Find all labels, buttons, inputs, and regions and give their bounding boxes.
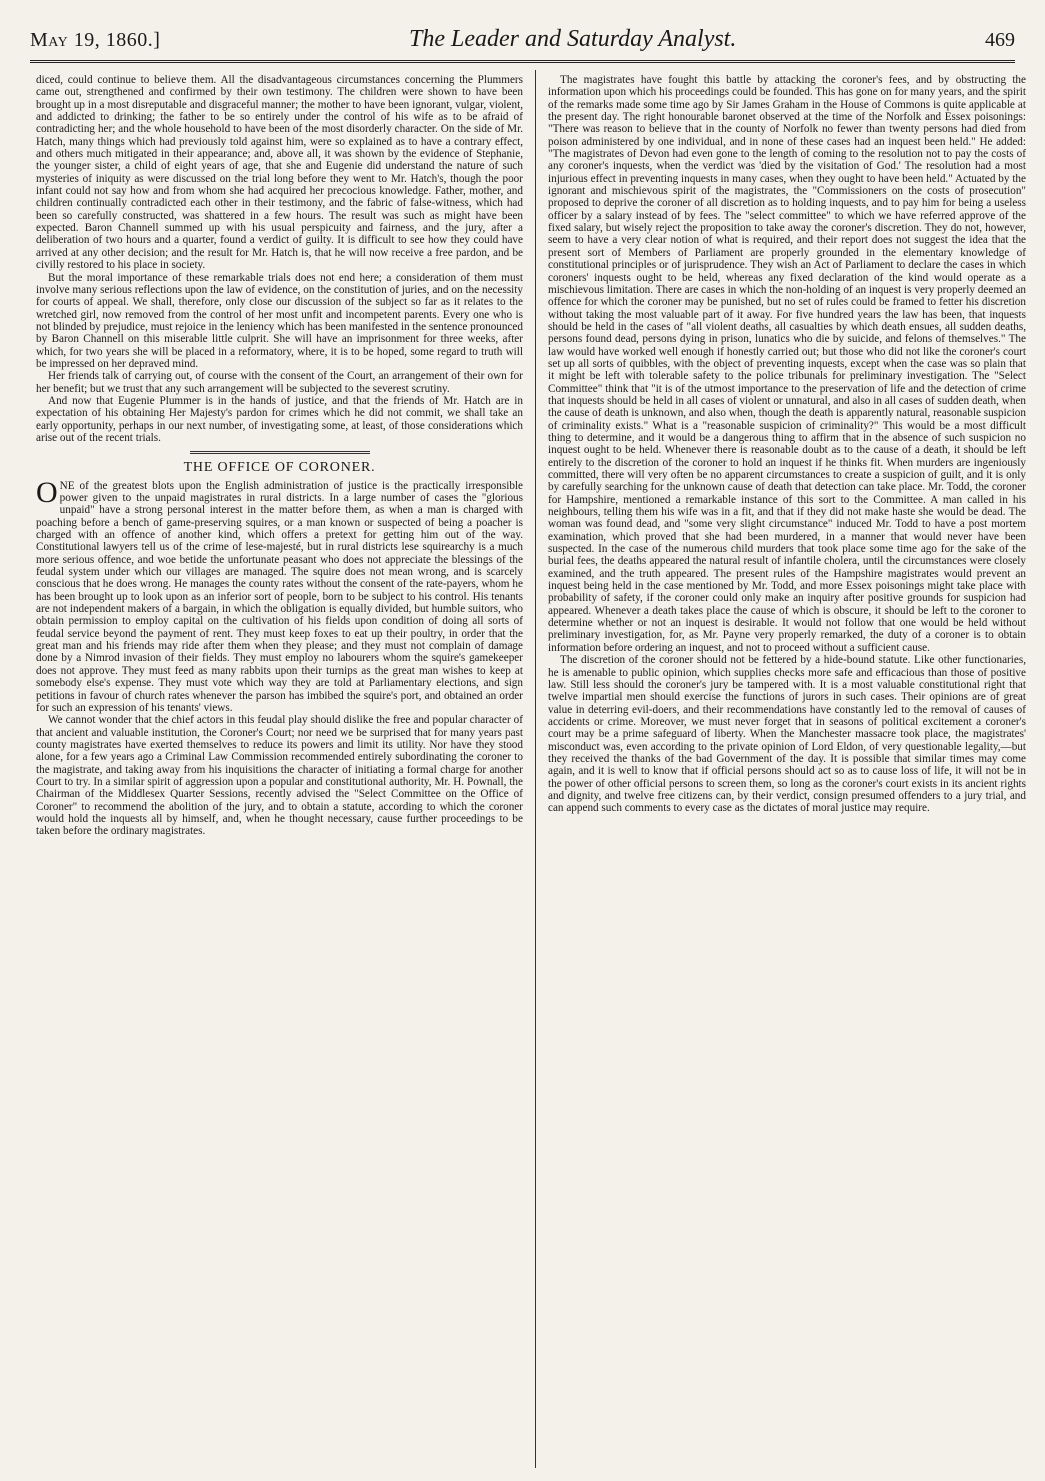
paragraph-with-dropcap	[36, 475, 523, 715]
drop-cap: O	[36, 475, 58, 509]
page-number: 469	[985, 29, 1015, 51]
page-header	[30, 26, 1015, 63]
issue-date: May 19, 1860.]	[30, 29, 161, 51]
paragraph: We cannot wonder that the chief actors in this feudal play should dislike the free and popular character of that ancient and valuable institution, the Coroner's Court; nor need we be surprised that for many years past county magistrates have exerted themselves to reduce its powers and limit its utility. Nor have they stood alone, for a few years ago a Criminal Law Commission recommended entirely subordinating the coroner to the magistrate, and taking away from his inquisitions the character of initiating a formal charge for another Court to try. In a similar spirit of aggression upon a popular and constitutional authority, Mr. H. Pownall, the Chairman of the Middlesex Quarter Sessions, recently advised the "Select Committee on the Office of Coroner" to recommend the abolition of the jury, and to obtain a statute, according to which the coroner would hold the inquests all by himself, and, when he thought necessary, cause further proceedings to be taken before the ordinary magistrates.	[36, 714, 523, 838]
article-heading: THE OFFICE OF CORONER.	[183, 460, 376, 476]
paragraph: And now that Eugenie Plummer is in the hands of justice, and that the friends of Mr. Hatch are in expectation of his obtaining Her Majesty's pardon for crimes which he did not commit, we shall take an early opportunity, perhaps in our next number, of investigating some, at least, of those considerations which arise out of the recent trials.	[36, 394, 523, 444]
right-column	[548, 74, 1026, 1466]
paragraph: Her friends talk of carrying out, of course with the consent of the Court, an arrangement of their own for her benefit; but we trust that any such arrangement will be subjected to the severest scrutiny.	[36, 370, 523, 395]
publication-title: The Leader and Saturday Analyst.	[409, 26, 737, 52]
paragraph: The discretion of the coroner should not be fettered by a hide-bound statute. Like other functionaries, he is amenable to public opinion, which supplies checks more safe and efficacious than those of positive law. Still less should the coroner's jury be tampered with. It is a most valuable constitutional right that twelve impartial men should exercise the functions of jurors in such cases. Their opinions are of great value in deterring evil-doers, and their recommendations have constantly led to the removal of causes of accidents or crime. Moreover, we must never forget that in seasons of political excitement a coroner's court may be a prime safeguard of liberty. When the Manchester massacre took place, the magistrates' misconduct was, even according to the private opinion of Lord Eldon, of very questionable legality,—but they received the thanks of the bad Government of the day. It is possible that similar times may come again, and it is well to know that if official persons should act so as to cause loss of life, it will not be in the power of other official persons to screen them, so long as the coroner's court exists in its ancient rights and dignity, and twelve free citizens can, by their verdict, consign presumed offenders to a jury trial, and can append such comments to every case as the dictates of moral justice may require.	[548, 654, 1026, 815]
paragraph: The magistrates have fought this battle by attacking the coroner's fees, and by obstructing the information upon which his proceedings could be founded. This has gone on for many years, and the spirit of the remarks made some time ago by Sir James Graham in the House of Commons is quite applicable at the present day. The right honourable baronet observed at the time of the Norfolk and Essex poisonings: "There was reason to believe that in the county of Norfolk no fewer than twenty persons had died from poison administered by one individual, and in none of these cases had an inquest been held." He added: "The magistrates of Devon had even gone to the length of coming to the resolution not to pay the costs of any coroner's inquests, when the verdict was 'died by the visitation of God.' The resolution had a most injurious effect in preventing inquests in many cases, when they ought to have been held." Actuated by the ignorant and mischievous spirit of the magistrates, the "Commissioners on the costs of prosecution" proposed to deprive the coroner of all discretion as to holding inquests, and to pay him for being a useless officer by a salary instead of by fees. The "select committee" to which we have referred approve of the fixed salary, but wisely reject the proposition to take away the coroner's discretion. They do not, however, seem to have a very clear notion of what is required, and their report does not suggest the idea that the present sort of Members of Parliament are properly grounded in the elementary knowledge of constitutional principles or of jurisprudence. They wish an Act of Parliament to declare the cases in which coroners' inquests ought to be held, whereas any fixed declaration of the kind would operate as a mischievous limitation. There are cases in which the non-holding of an inquest is very properly deemed an offence for which the coroner may be punished, but no set of rules could be framed to fetter his discretion without taking the most valuable part of it away. For five hundred years the law has been, that inquests should be held in the cases of "all violent deaths, all casualties by which death ensues, all sudden deaths, persons found dead, persons dying in prison, lunatics who die by suicide, and felons of themselves." The law would have worked well enough if honestly carried out; but those who did not like the coroner's court set up all sorts of quibbles, with the object of preventing inquests, except when the case was so plain that it might be left with tolerable safety to the police tribunals for preliminary investigation. The "Select Committee" think that "it is of the utmost importance to the preservation of life and the detection of crime that inquests should be held in all cases of violent or unnatural, and also in all cases of sudden death, when the cause of death is unknown, and also when, though the death is apparently natural, reasonable suspicion of criminality exists." What is a "reasonable suspicion of criminality?" This would be a most difficult thing to determine, and it would be a dangerous thing to affirm that in the absence of such suspicion no inquest ought to be held. Whenever there is reasonable doubt as to the cause of a death, it should be left entirely to the discretion of the coroner to hold an inquest if he thinks fit. When murders are ingeniously committed, there will very often be no apparent circumstances to create a suspicion of guilt, and it is only by carefully searching for the unknown cause of death that detection can take place. Mr. Todd, the coroner for Hampshire, mentioned a remarkable instance of this sort to the Committee. A man called in his neighbours, telling them his wife was in a fit, and that if they did not make haste she would be dead. The woman was found dead, and "some very slight circumstance" induced Mr. Todd to have a post mortem examination, which proved that she had been murdered, in a manner that would never have been suspected. In the case of the numerous child murders that took place some time ago for the sake of the burial fees, the deaths appeared the natural result of infantile cholera, until the circumstances were closely examined, and the truth appeared. The present rules of the Hampshire magistrates would prevent an inquest being held in the case mentioned by Mr. Todd, and more Essex poisonings might take place with probability of safety, if the coroner could only make an inquiry after positive grounds for suspicion had appeared. Whenever a death takes place the cause of which is obscure, it should be left to the coroner to determine whether or not an inquest is desirable. It would not follow that one would be held without preliminary investigation, for, as Mr. Payne very properly remarked, the duty of a coroner is to obtain information before ordering an inquest, and not to proceed without a sufficient cause.	[548, 74, 1026, 654]
paragraph: But the moral importance of these remarkable trials does not end here; a consideration of them must involve many serious reflections upon the law of evidence, on the constitution of juries, and on the necessity for courts of appeal. We shall, therefore, only close our discussion of the subject so far as it relates to the wretched girl, now removed from the control of her most unfit and incompetent parents. Every one who is not blinded by prejudice, must rejoice in the leniency which has been manifested in the sentence pronounced by Baron Channell on this miserable little culprit. She will have an imprisonment for three weeks, after which, for two years she will be placed in a reformatory, where, it is to be hoped, some regard to truth will be impressed on her depraved mind.	[36, 271, 523, 370]
paragraph-text: NE of the greatest blots upon the English administration of justice is the practically irresponsible power given to the unpaid magistrates in rural districts. In a large number of cases the "glorious unpaid" have a strong personal interest in the matter before them, as when a man is charged with poaching before a bench of game-preserving squires, or a man known or suspected of being a poacher is charged with an offence of another kind, which offers a pretext for getting him out of the way. Constitutional lawyers tell us of the crime of lese-majesté, but in rural districts lese squirearchy is a much more serious offence, and woe betide the unfortunate peasant who does not appreciate the blessings of the feudal system under which our villages are managed. The squire does not mean wrong, and is scarcely conscious that he does wrong. He manages the county rates without the consent of the rate-payers, whom he has been brought up to look upon as an inferior sort of people, born to be subject to his control. His tenants are not independent makers of a bargain, in which the obligation is equally divided, but humble suitors, who obtain permission to employ capital on the cultivation of his fields upon condition of doing all sorts of feudal service beyond the payment of rent. They must keep foxes to eat up their poultry, in order that the great man and his friends may ride after them when they please; and they must not complain of damage done by a Nimrod invasion of their fields. They must employ no labourers whom the squire's gamekeeper does not approve. They must feed as many rabbits upon their turnips as the great man wishes to keep at somebody else's expense. They must vote which way they are told at Parliamentary elections, and sign petitions in favour of church rates whenever the parson has imbibed the squire's port, and obtained an order for such an expression of his tenants' views.	[36, 479, 523, 714]
left-column	[36, 74, 523, 1466]
column-divider	[535, 70, 536, 1468]
paragraph: diced, could continue to believe them. All the disadvantageous circumstances concerning the Plummers came out, strengthened and confirmed by their own testimony. The children were shown to have been brought up in a most disreputable and disgraceful manner; the mother to have been ignorant, vulgar, violent, and addicted to drinking; the father to be so entirely under the control of his wife as to be afraid of contradicting her; and the whole household to have been of the most disorderly character. On the side of Mr. Hatch, many things which had previously told against him, were so explained as to have a contrary effect, and others much mitigated in their appearance; and, above all, it was shown by the evidence of Stephanie, the younger sister, a child of eight years of age, that she and Eugenie did understand the nature of such mysteries of iniquity as were discussed on the trial long before they went to Mr. Hatch's, though the poor infant could not say how and from whom she had acquired her precocious knowledge. Father, mother, and children continually contradicted each other in their testimony, and the fabric of false-witness, which had been so carefully constructed, was shattered in a few hours. The result was such as might have been expected. Baron Channell summed up with his usual perspicuity and fairness, and the jury, after a deliberation of two hours and a quarter, found a verdict of guilty. It is difficult to see how they could have arrived at any other decision; and the result for Mr. Hatch is, that he will now receive a free pardon, and be civilly restored to his place in society.	[36, 74, 523, 272]
section-separator	[190, 451, 370, 454]
